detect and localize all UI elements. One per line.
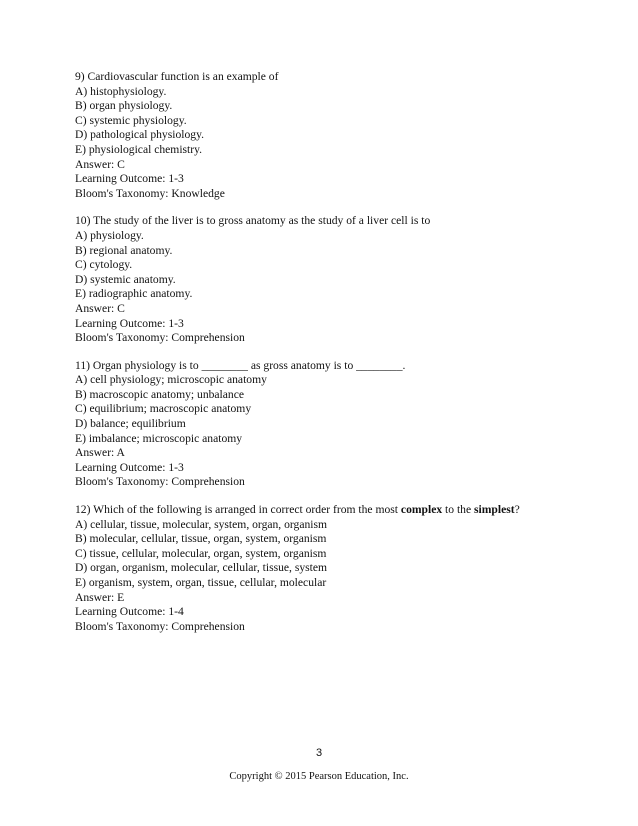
option-c: C) cytology. [75, 258, 133, 272]
option-b: B) regional anatomy. [75, 243, 173, 257]
stem-bold-simplest: simplest [474, 503, 515, 517]
answer: Answer: A [75, 446, 125, 460]
option-e: E) imbalance; microscopic anatomy [75, 431, 243, 445]
stem-text-2: to the [442, 503, 475, 517]
option-e: E) organism, system, organ, tissue, cellular, molecular [75, 576, 327, 589]
learning-outcome: Learning Outcome: 1-4 [75, 605, 184, 619]
question-11 [75, 359, 595, 490]
learning-outcome: Learning Outcome: 1-3 [75, 460, 184, 474]
stem-text-1: 12) Which of the following is arranged in correct order from the most [75, 503, 401, 517]
option-d: D) organ, organism, molecular, cellular, tissue, system [75, 561, 328, 575]
question-10 [75, 214, 595, 345]
option-a: A) cell physiology; microscopic anatomy [75, 373, 267, 387]
option-d: D) pathological physiology. [75, 128, 205, 142]
answer: Answer: C [75, 157, 125, 171]
option-b: B) organ physiology. [75, 99, 173, 113]
option-d: D) systemic anatomy. [75, 272, 176, 286]
question-9 [75, 70, 595, 201]
option-a: A) histophysiology. [75, 84, 167, 98]
blooms-taxonomy: Bloom's Taxonomy: Comprehension [75, 619, 245, 633]
option-d: D) balance; equilibrium [75, 417, 186, 431]
blooms-taxonomy: Bloom's Taxonomy: Comprehension [75, 331, 245, 345]
stem-text-3: ? [514, 503, 520, 517]
option-b: B) molecular, cellular, tissue, organ, system, organism [75, 532, 327, 546]
question-stem: 9) Cardiovascular function is an example of [75, 70, 279, 83]
answer: Answer: C [75, 301, 125, 315]
option-c: C) tissue, cellular, molecular, organ, system, organism [75, 546, 327, 560]
question-12 [75, 503, 595, 634]
stem-bold-complex: complex [400, 503, 443, 517]
option-c: C) equilibrium; macroscopic anatomy [75, 402, 252, 416]
question-stem: 10) The study of the liver is to gross anatomy as the study of a liver cell is to [75, 214, 431, 228]
learning-outcome: Learning Outcome: 1-3 [75, 172, 184, 186]
option-a: A) cellular, tissue, molecular, system, organ, organism [75, 517, 328, 531]
question-stem: 11) Organ physiology is to ________ as gross anatomy is to ________. [75, 358, 406, 372]
option-b: B) macroscopic anatomy; unbalance [75, 387, 245, 401]
copyright-notice: Copyright © 2015 Pearson Education, Inc. [229, 771, 409, 782]
blooms-taxonomy: Bloom's Taxonomy: Comprehension [75, 475, 245, 489]
answer: Answer: E [75, 590, 125, 604]
learning-outcome: Learning Outcome: 1-3 [75, 316, 184, 330]
option-a: A) physiology. [75, 228, 144, 242]
option-e: E) physiological chemistry. [75, 142, 203, 156]
blooms-taxonomy: Bloom's Taxonomy: Knowledge [75, 186, 225, 200]
question-stem [75, 503, 595, 518]
option-c: C) systemic physiology. [75, 113, 187, 127]
document-body [75, 70, 595, 647]
option-e: E) radiographic anatomy. [75, 287, 193, 301]
page-number: 3 [315, 747, 323, 759]
